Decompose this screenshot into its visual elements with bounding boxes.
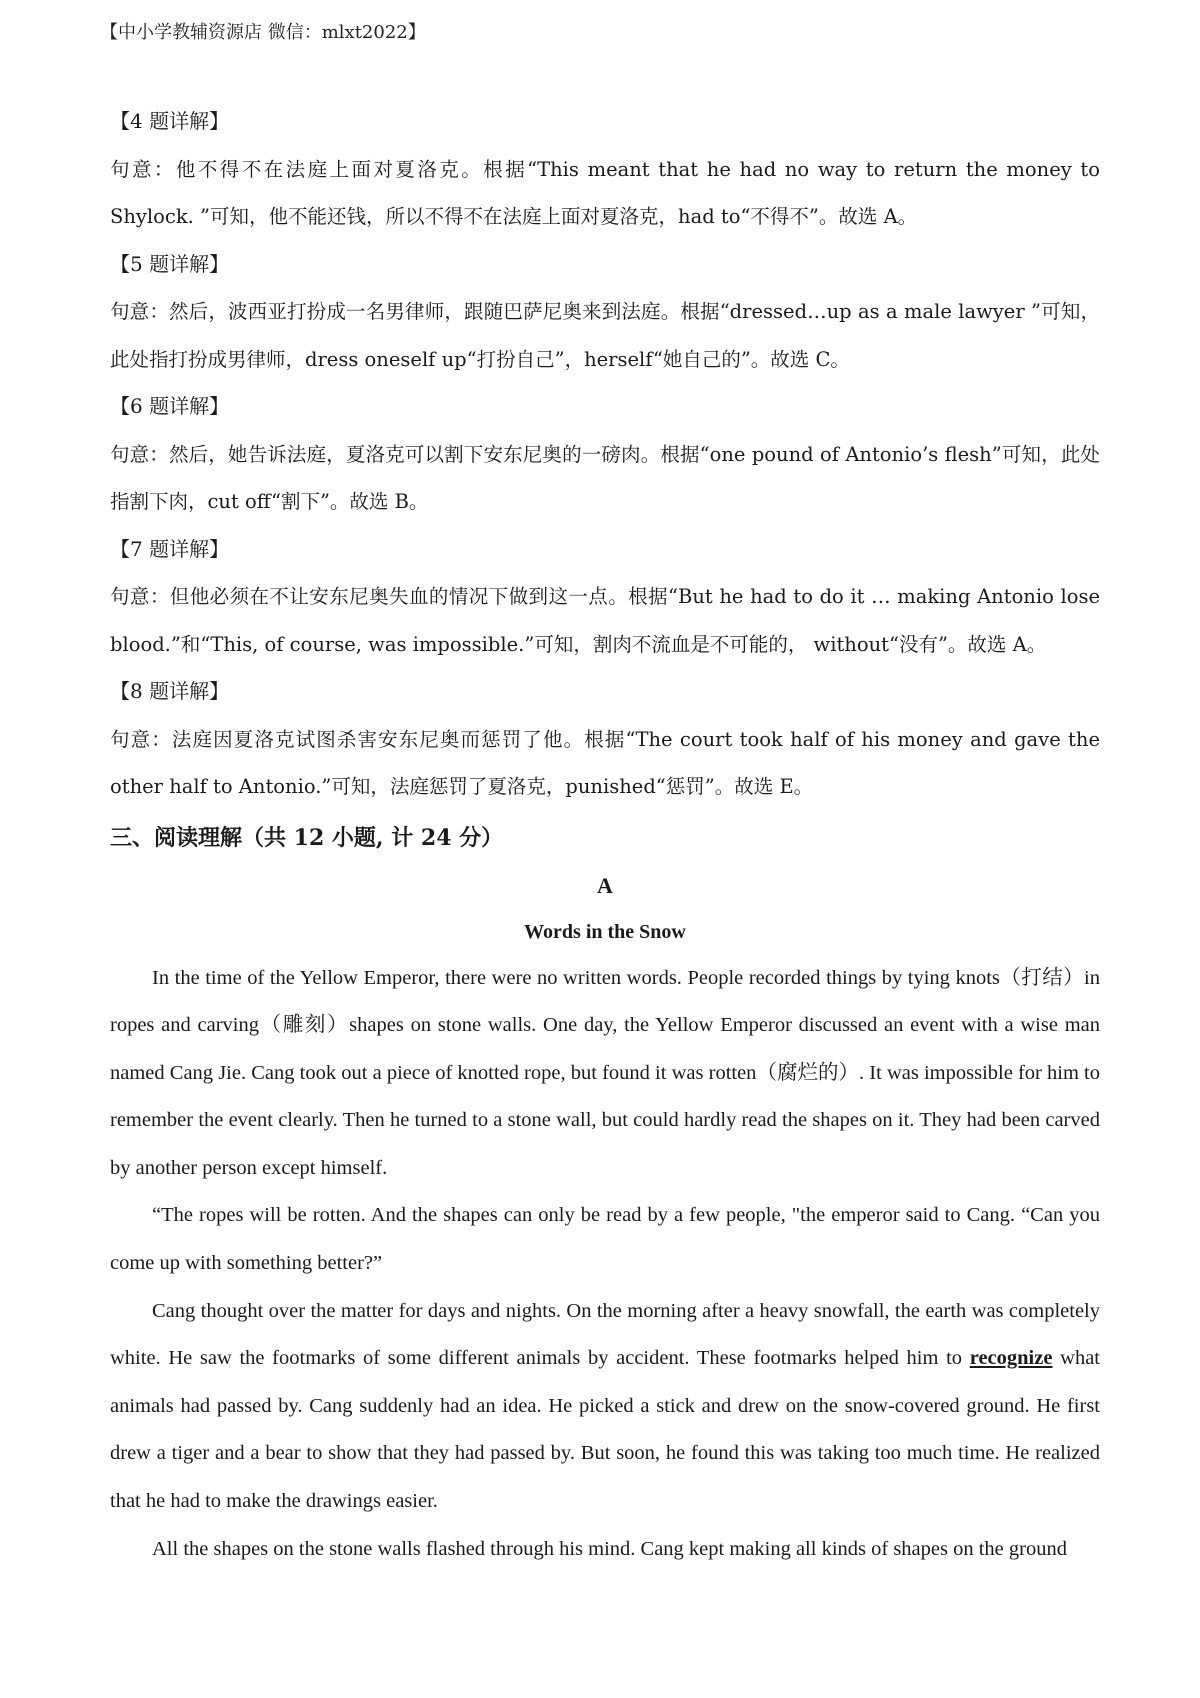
explanation-4 bbox=[110, 98, 1100, 241]
underlined-keyword: recognize bbox=[969, 1347, 1053, 1370]
explanation-heading: 【7 题详解】 bbox=[110, 536, 230, 561]
explanation-8 bbox=[110, 668, 1100, 811]
passage-paragraph: “The ropes will be rotten. And the shapes can only be read by a few people, "the emperor said to Cang. “Can you come up with something better?” bbox=[110, 1204, 1100, 1275]
passage-paragraph: In the time of the Yellow Emperor, there were no written words. People recorded things by tying knots（打结）in ropes and carving（雕刻）shapes on stone walls. One day, the Yellow Emperor discussed an event with a wise man named Cang Jie. Cang took out a piece of knotted rope, but found it was rotten（腐烂的）. It was impossible for him to remember the event clearly. Then he turned to a stone wall, but could hardly read the shapes on it. They had been carved by another person except himself. bbox=[110, 966, 1100, 1179]
explanation-text: 句意：然后，她告诉法庭，夏洛克可以割下安东尼奥的一磅肉。根据“one pound of Antonio’s flesh”可知，此处指割下肉，cut off“割下”。故选 B。 bbox=[110, 442, 1100, 513]
explanation-7 bbox=[110, 526, 1100, 669]
explanation-heading: 【8 题详解】 bbox=[110, 679, 230, 703]
page-content bbox=[110, 98, 1100, 1573]
explanation-6 bbox=[110, 383, 1100, 526]
paragraph-text: Cang thought over the matter for days and nights. On the morning after a heavy snowfall, the earth was completely white. He saw the footmarks of some different animals by accident. These footmarks helped him to bbox=[110, 1299, 1100, 1370]
explanation-text: 句意：法庭因夏洛克试图杀害安东尼奥而惩罚了他。根据“The court took half of his money and gave the other half to Antonio.”可知，法庭惩罚了夏洛克，punished“惩罚”。故选 E。 bbox=[110, 727, 1100, 798]
section-title: 三、阅读理解（共 12 小题, 计 24 分） bbox=[110, 824, 504, 851]
passage-paragraph bbox=[110, 1288, 1100, 1526]
paragraph-text: what animals had passed by. Cang suddenly had an idea. He picked a stick and drew on the snow-covered ground. He first drew a tiger and a bear to show that they had passed by. But soon, he found this was taking too much time. He realized that he had to make the drawings easier. bbox=[110, 1347, 1100, 1513]
passage-label: A bbox=[597, 872, 613, 898]
explanation-text: 句意：他不得不在法庭上面对夏洛克。根据“This meant that he had no way to return the money to Shylock. ”可知，他不能还钱，所以不得不在法庭上面对夏洛克，had to“不得不”。故选 A。 bbox=[110, 157, 1100, 228]
explanation-text: 句意：然后，波西亚打扮成一名男律师，跟随巴萨尼奥来到法庭。根据“dressed…up as a male lawyer ”可知，此处指打扮成男律师，dress oneself up“打扮自己”，herself“她自己的”。故选 C。 bbox=[110, 300, 1100, 371]
explanation-heading: 【4 题详解】 bbox=[110, 109, 230, 133]
explanation-5 bbox=[110, 241, 1100, 384]
explanation-text: 句意：但他必须在不让安东尼奥失血的情况下做到这一点。根据“But he had to do it … making Antonio lose blood.”和“This, of course, was impossible.”可知，割肉不流血是不可能的， without“没有”。故选 A。 bbox=[110, 585, 1100, 656]
explanation-heading: 【5 题详解】 bbox=[110, 251, 230, 276]
watermark: 【中小学教辅资源店 微信：mlxt2022】 bbox=[100, 22, 426, 43]
explanation-heading: 【6 题详解】 bbox=[110, 394, 230, 418]
passage-title: Words in the Snow bbox=[524, 920, 686, 943]
passage-paragraph: All the shapes on the stone walls flashed through his mind. Cang kept making all kinds of shapes on the ground bbox=[152, 1537, 1067, 1560]
